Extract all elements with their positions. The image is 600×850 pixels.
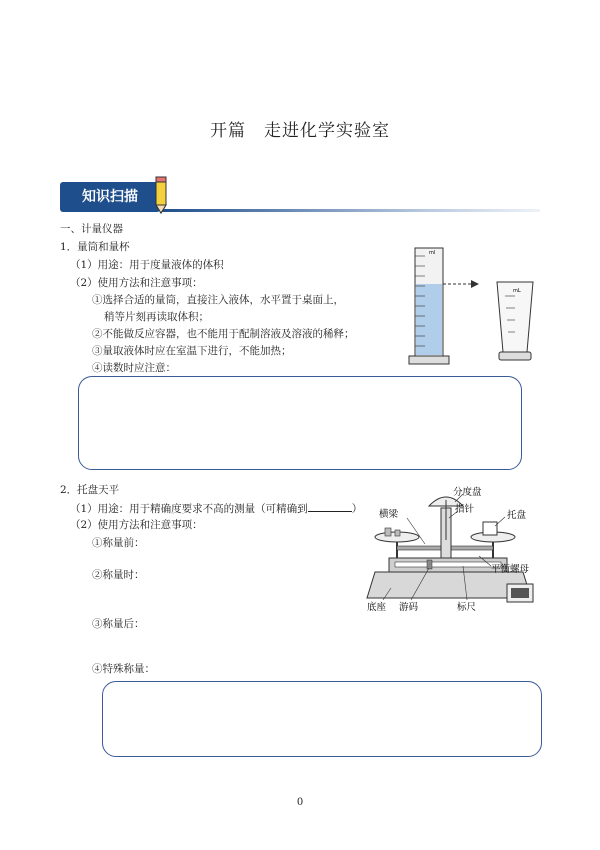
step-line: ④读数时应注意： bbox=[92, 362, 176, 374]
item-heading: 1．量筒和量杯 bbox=[60, 241, 130, 253]
label-pan: 托盘 bbox=[507, 510, 527, 521]
step-line: ③量取液体时应在室温下进行，不能加热； bbox=[92, 345, 292, 357]
fill-blank[interactable] bbox=[308, 501, 352, 512]
section-banner-label: 知识扫描 bbox=[82, 189, 138, 205]
item-use: （1）用途：用于度量液体的体积 bbox=[70, 259, 224, 271]
page-number: 0 bbox=[296, 797, 304, 808]
label-beam: 横梁 bbox=[379, 509, 399, 520]
label-base: 底座 bbox=[367, 602, 387, 613]
step-line: ④特殊称量： bbox=[92, 663, 155, 675]
step-line: ③称量后： bbox=[92, 618, 145, 630]
item-use-suffix: ） bbox=[351, 503, 363, 515]
section-heading: 一、计量仪器 bbox=[60, 223, 123, 235]
page-title: 开篇 走进化学实验室 bbox=[210, 121, 390, 141]
cylinder-unit-right: mL bbox=[513, 288, 521, 294]
item-use bbox=[70, 501, 362, 516]
item-use-prefix: （1）用途：用于精确度要求不高的测量（可精确到 bbox=[70, 503, 308, 515]
label-rider: 游码 bbox=[399, 602, 419, 613]
step-line: ②不能做反应容器，也不能用于配制溶液及溶液的稀释； bbox=[92, 328, 355, 340]
item-method-heading: （2）使用方法和注意事项： bbox=[70, 277, 203, 289]
item-heading: 2．托盘天平 bbox=[60, 484, 120, 496]
banner-divider bbox=[160, 209, 540, 212]
label-pointer: 指针 bbox=[455, 504, 475, 515]
step-line: 稍等片刻再读取体积； bbox=[104, 311, 209, 323]
pencil-icon bbox=[150, 175, 172, 215]
answer-box[interactable] bbox=[102, 681, 542, 757]
label-scale: 标尺 bbox=[457, 602, 477, 613]
step-line: ②称量时： bbox=[92, 569, 145, 581]
step-line: ①选择合适的量筒，直接注入液体，水平置于桌面上， bbox=[92, 294, 344, 306]
item-method-heading: （2）使用方法和注意事项： bbox=[70, 519, 203, 531]
answer-box[interactable] bbox=[78, 376, 522, 470]
label-balance-nut: 平衡螺母 bbox=[491, 564, 530, 575]
cylinder-unit-left: ml bbox=[429, 250, 436, 256]
step-line: ①称量前： bbox=[92, 537, 145, 549]
measuring-cylinder-illustration bbox=[405, 244, 540, 370]
label-dial: 分度盘 bbox=[453, 487, 482, 498]
balance-illustration bbox=[355, 480, 543, 618]
